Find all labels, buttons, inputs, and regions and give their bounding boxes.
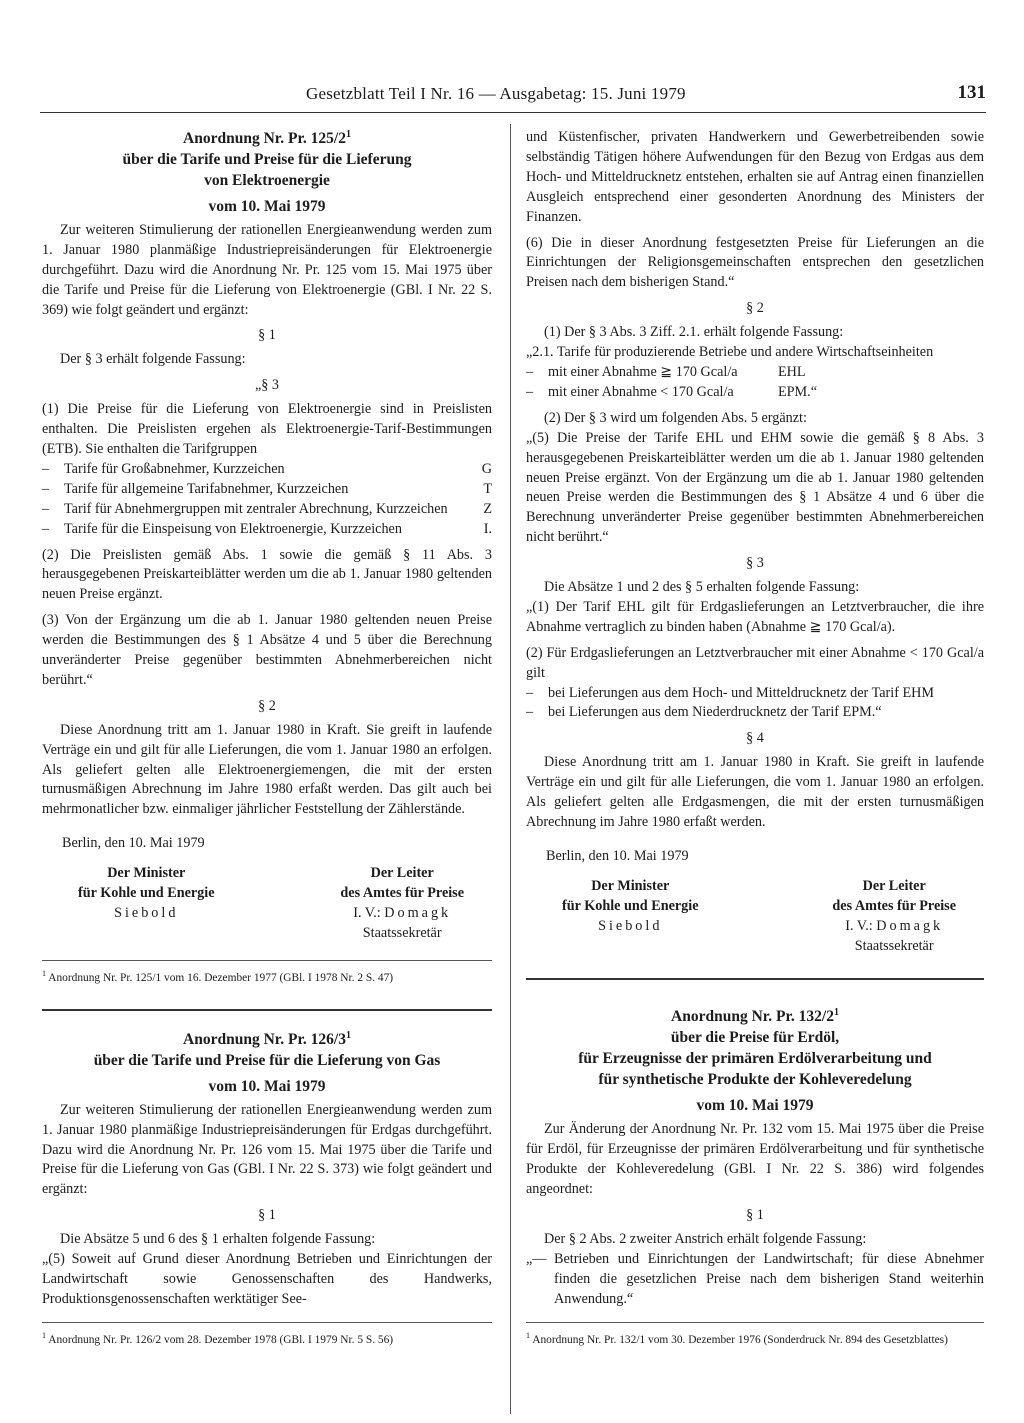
footnote-marker: 1 (833, 1007, 839, 1019)
paragraph: (2) Der § 3 wird um folgenden Abs. 5 ergänzt: (544, 409, 807, 426)
list-item: – Tarif für Abnehmergruppen mit zentraler Abrechnung, Kurzzeichen Z (42, 500, 492, 517)
list-item: „— Betrieben und Einrichtungen der Landwirtschaft; für diese Abnehmer finden die gesetzlichen Preise nach dem bisherigen Stand weiterhin Anwendung.“ (526, 1250, 984, 1307)
ordinance-subtitle: für synthetische Produkte der Kohleveredelung (598, 1071, 912, 1089)
gazette-title: Gesetzblatt Teil I Nr. 16 — Ausgabetag: 15. Juni 1979 (306, 84, 686, 103)
footnote: $^1$ Anordnung Nr. Pr. 132/1 vom 30. Dezember 1976 (Sonderdruck Nr. 894 des Gesetzblattes) (526, 1322, 984, 1347)
list-item: – Tarife für Großabnehmer, Kurzzeichen G (42, 460, 492, 477)
paragraph: „(1) Der Tarif EHL gilt für Erdgaslieferungen an Letztverbraucher, die ihre Abnahme vertraglich zu binden haben (Abnahme ≧ 170 Gcal/a). (526, 598, 984, 635)
list-item: – bei Lieferungen aus dem Niederdrucknetz der Tarif EPM.“ (526, 704, 882, 721)
ordinance-subtitle: von Elektroenergie (204, 172, 330, 189)
footnote: $^1$ Anordnung Nr. Pr. 126/2 vom 28. Dezember 1978 (GBl. I 1979 Nr. 5 S. 56) (42, 1322, 492, 1347)
signature-minister: Der Minister für Kohle und Energie Siebold (78, 865, 215, 921)
header-rule (40, 112, 986, 113)
section-heading: „§ 3 (254, 377, 280, 394)
paragraph: Diese Anordnung tritt am 1. Januar 1980 in Kraft. Sie greift in laufende Verträge ein und gilt für alle Lieferungen, die vom 1. Januar 1980 an erfolgen. Als geliefert gelten alle Erdgasmengen, die mit der ersten turnusmäßigen Abrechnung im Jahre 1980 erfaßt werden. (526, 754, 984, 830)
ordinance-date: vom 10. Mai 1979 (696, 1097, 814, 1115)
ordinance-132 (526, 1006, 984, 1346)
list-item: – bei Lieferungen aus dem Hoch- und Mitteldrucknetz der Tarif EHM (526, 684, 935, 701)
paragraph: Diese Anordnung tritt am 1. Januar 1980 in Kraft. Sie greift in laufende Verträge ein und gilt für alle Lieferungen, die vom 1. Januar 1980 an erfolgen. Als geliefert gelten alle Elektroenergiemengen, die mit der ersten turnusmäßigen Abrechnung im Jahre 1980 erfaßt werden. Das gilt auch bei mehrmonatlicher bzw. einmaliger jährlicher Feststellung der Zählerstände. (42, 721, 492, 818)
signature-minister: Der Minister für Kohle und Energie Siebold (562, 877, 699, 934)
paragraph: „(5) Soweit auf Grund dieser Anordnung Betrieben und Einrichtungen der Landwirtschaft sowie Genossenschaften des Handwerks, Produktionsgenossenschaften werktätiger See- (42, 1251, 492, 1307)
right-column (526, 128, 984, 1347)
ordinance-subtitle: über die Preise für Erdöl, (670, 1029, 840, 1047)
paragraph: Der § 2 Abs. 2 zweiter Anstrich erhält folgende Fassung: (544, 1230, 867, 1247)
signatures (526, 877, 984, 957)
ordinance-title: Anordnung Nr. Pr. $132/2^1$ (671, 1007, 839, 1026)
paragraph: „2.1. Tarife für produzierende Betriebe und andere Wirtschaftseinheiten (526, 344, 934, 361)
place-date: Berlin, den 10. Mai 1979 (546, 847, 689, 864)
article-divider (526, 978, 984, 980)
ordinance-date: vom 10. Mai 1979 (208, 198, 326, 215)
signatures (42, 864, 492, 944)
article-divider (42, 1009, 492, 1011)
paragraph: (2) Die Preislisten gemäß Abs. 1 sowie die gemäß § 11 Abs. 3 herausgegebenen Preiskarteiblätter werden um die ab 1. Januar 1980 geltenden neuen Preise ergänzt. (42, 546, 492, 603)
paragraph: (3) Von der Ergänzung um die ab 1. Januar 1980 geltenden neuen Preise werden die Bestimmungen des § 1 Absätze 4 und 5 über die Berechnung unveränderter Preise gegenüber bestimmten Abnehmerbereichen nicht berührt.“ (42, 612, 492, 688)
paragraph: Die Absätze 5 und 6 des § 1 erhalten folgende Fassung: (60, 1231, 376, 1248)
footnote: $^1$ Anordnung Nr. Pr. 125/1 vom 16. Dezember 1977 (GBl. I 1978 Nr. 2 S. 47) (42, 960, 492, 985)
paragraph: (2) Für Erdgaslieferungen an Letztverbraucher mit einer Abnahme < 170 Gcal/a gilt (526, 644, 984, 681)
ordinance-126 (42, 1029, 492, 1347)
ordinance-125 (42, 128, 492, 985)
signature-leiter: Der Leiter des Amtes für Preise I. V.: Domagk Staatssekretär (340, 865, 464, 941)
section-heading: § 2 (746, 300, 764, 317)
list-item: – Tarife für allgemeine Tarifabnehmer, Kurzzeichen T (42, 480, 492, 497)
section-heading: § 3 (746, 555, 764, 572)
ordinance-date: vom 10. Mai 1979 (208, 1077, 326, 1095)
list-item: – mit einer Abnahme ≧ 170 Gcal/a EHL (526, 363, 806, 380)
section-heading: § 1 (258, 1207, 276, 1224)
paragraph: Die Absätze 1 und 2 des § 5 erhalten folgende Fassung: (544, 579, 860, 596)
paragraph: (1) Der § 3 Abs. 3 Ziff. 2.1. erhält folgende Fassung: (544, 324, 844, 341)
ordinance-title: Anordnung Nr. Pr. $125/2^1$ (183, 128, 351, 147)
footnote-marker: 1 (345, 1029, 351, 1041)
section-heading: § 1 (746, 1206, 764, 1223)
list-item: – mit einer Abnahme < 170 Gcal/a EPM.“ (526, 383, 818, 400)
intro-paragraph: Zur Änderung der Anordnung Nr. Pr. 132 vom 15. Mai 1975 über die Preise für Erdöl, für Erzeugnisse der primären Erdölverarbeitung und für synthetische Produkte der Kohleveredelung (GBl. I Nr. 22 S. 386) wird folgendes angeordnet: (526, 1121, 984, 1198)
place-date: Berlin, den 10. Mai 1979 (62, 835, 205, 852)
list-item: – Tarife für die Einspeisung von Elektroenergie, Kurzzeichen I. (42, 520, 492, 537)
ordinance-title: Anordnung Nr. Pr. $126/3^1$ (183, 1029, 351, 1048)
paragraph: „(5) Die Preise der Tarife EHL und EHM sowie die gemäß § 8 Abs. 3 herausgegebenen Preiskarteiblätter werden um die ab 1. Januar 1980 geltenden neuen Preise ergänzt. Von der Ergänzung um die ab 1. Januar 1980 geltenden neuen Preise werden die Bestimmungen des § 1 Absätze 4 und 6 über die Berechnung unveränderter Preise gegenüber bestimmten Abnehmerbereichen nicht berührt.“ (526, 429, 984, 546)
left-column (42, 128, 492, 1347)
paragraph: (1) Die Preise für die Lieferung von Elektroenergie sind in Preislisten enthalten. Die Preislisten ergehen als Elektroenergie-Tarif-Bestimmungen (ETB). Sie enthalten die Tarifgruppen (42, 401, 492, 457)
paragraph: und Küstenfischer, privaten Handwerkern und Gewerbetreibenden sowie selbständig Tätigen höhere Aufwendungen für den Bezug von Erdgas aus dem Hoch- und Mitteldrucknetz entstehen, erhalten sie auf Antrag einen finanziellen Ausgleich entsprechend einer gesonderten Anordnung des Ministers der Finanzen. (526, 129, 984, 225)
page-number: 131 (957, 82, 986, 103)
ordinance-subtitle: für Erzeugnisse der primären Erdölverarbeitung und (578, 1050, 932, 1068)
footnote-marker: 1 (345, 128, 351, 140)
ordinance-subtitle: über die Tarife und Preise für die Lieferung von Gas (93, 1051, 441, 1069)
section-heading: § 2 (258, 697, 276, 714)
ordinance-subtitle: über die Tarife und Preise für die Lieferung (122, 151, 412, 168)
section-heading: § 1 (258, 327, 276, 344)
paragraph: (6) Die in dieser Anordnung festgesetzten Preise für Lieferungen an die Einrichtungen der Religionsgemeinschaften entsprechen den gesetzlichen Preisen nach dem bisherigen Stand.“ (526, 234, 984, 291)
paragraph: Der § 3 erhält folgende Fassung: (60, 351, 246, 368)
intro-paragraph: Zur weiteren Stimulierung der rationellen Energieanwendung werden zum 1. Januar 1980 planmäßige Industriepreisänderungen für Elektroenergie durchgeführt. Dazu wird die Anordnung Nr. Pr. 125 vom 15. Mai 1975 über die Tarife und Preise für die Lieferung von Elektroenergie (GBl. I Nr. 22 S. 369) wie folgt geändert und ergänzt: (42, 221, 492, 318)
page-header (40, 84, 986, 110)
column-divider (510, 124, 511, 1414)
signature-leiter: Der Leiter des Amtes für Preise I. V.: Domagk Staatssekretär (832, 877, 956, 954)
section-heading: § 4 (746, 730, 764, 747)
intro-paragraph: Zur weiteren Stimulierung der rationellen Energieanwendung werden zum 1. Januar 1980 planmäßige Industriepreisänderungen für Erdgas durchgeführt. Dazu wird die Anordnung Nr. Pr. 126 vom 15. Mai 1975 über die Tarife und Preise für die Lieferung von Gas (GBl. I Nr. 22 S. 373) wie folgt geändert und ergänzt: (42, 1101, 492, 1198)
